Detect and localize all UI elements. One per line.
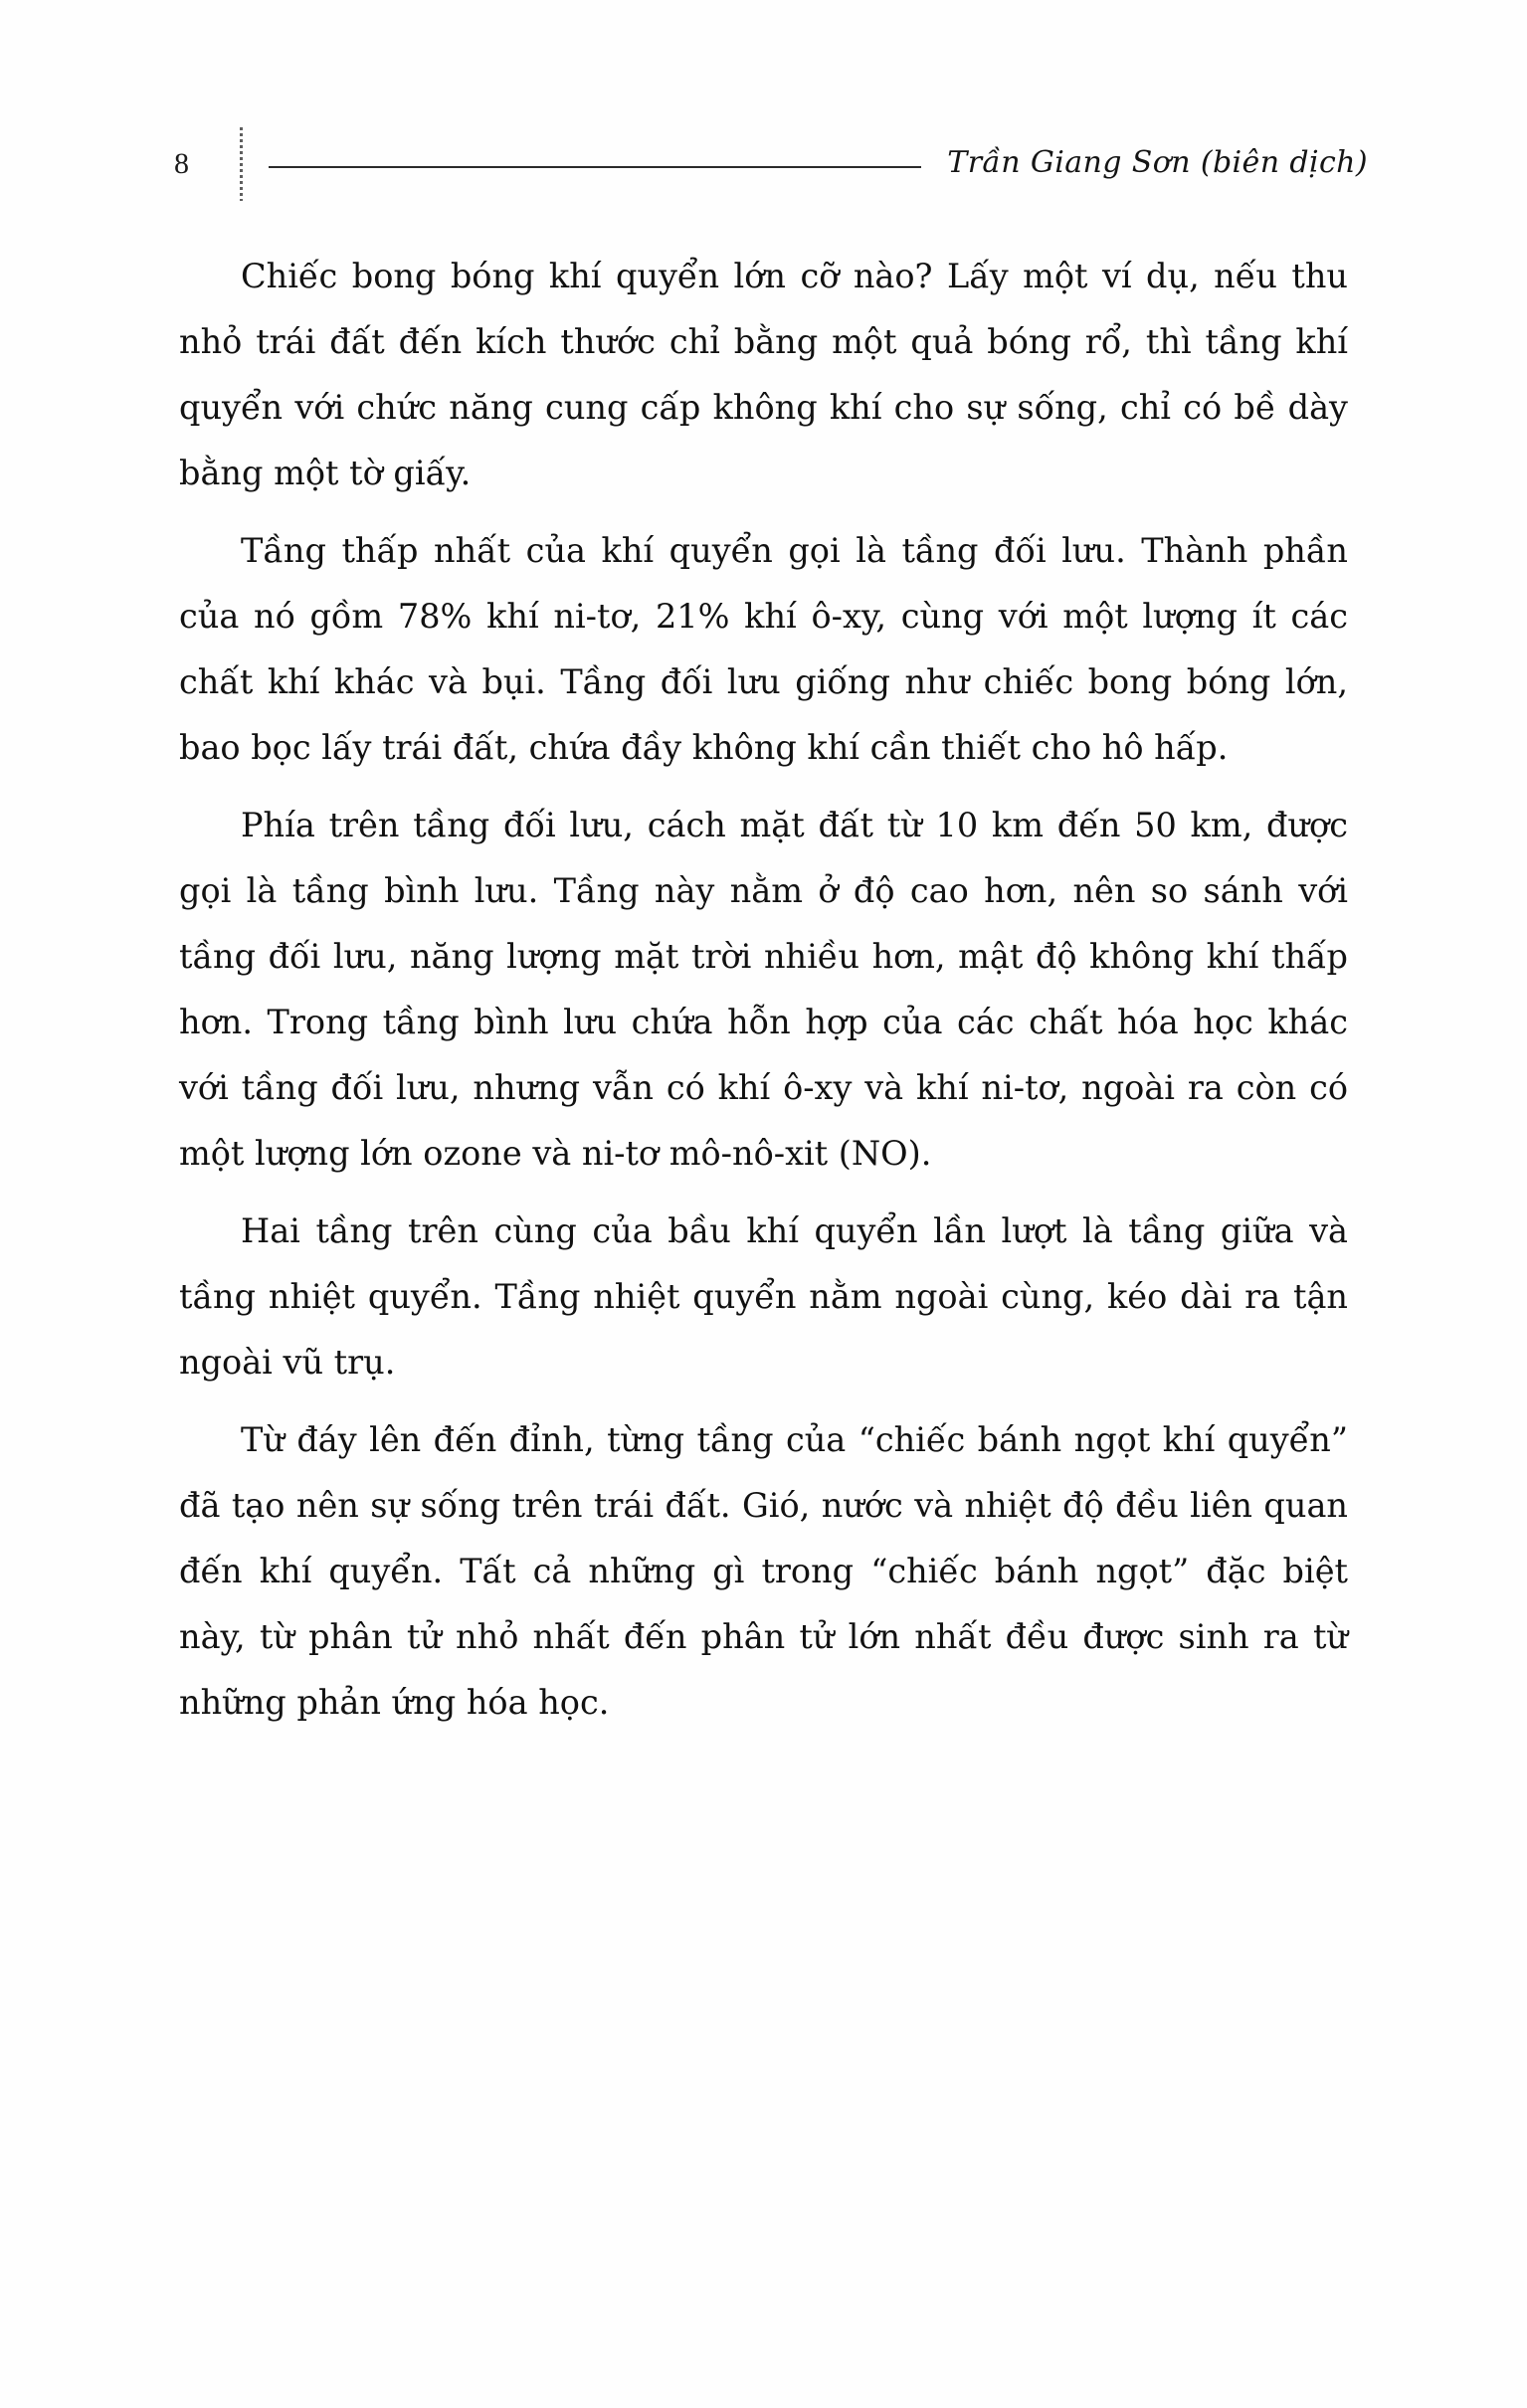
header-divider-ornament xyxy=(240,127,243,201)
page-header xyxy=(174,129,1368,199)
running-head-title: Trần Giang Sơn (biên dịch) xyxy=(947,144,1368,180)
page-number: 8 xyxy=(174,147,190,180)
paragraph: Phía trên tầng đối lưu, cách mặt đất từ 10 km đến 50 km, được gọi là tầng bình lưu. Tầng này nằm ở độ cao hơn, nên so sánh với tầng đối lưu, năng lượng mặt trời nhiều hơn, mật độ không khí thấp hơn. Trong tầng bình lưu chứa hỗn hợp của các chất hóa học khác với tầng đối lưu, nhưng vẫn có khí ô-xy và khí ni-tơ, ngoài ra còn có một lượng lớn ozone và ni-tơ mô-nô-xit (NO). xyxy=(179,806,1348,1173)
paragraph: Từ đáy lên đến đỉnh, từng tầng của “chiếc bánh ngọt khí quyển” đã tạo nên sự sống trên trái đất. Gió, nước và nhiệt độ đều liên quan đến khí quyển. Tất cả những gì trong “chiếc bánh ngọt” đặc biệt này, từ phân tử nhỏ nhất đến phân tử lớn nhất đều được sinh ra từ những phản ứng hóa học. xyxy=(179,1420,1348,1722)
paragraph: Hai tầng trên cùng của bầu khí quyển lần lượt là tầng giữa và tầng nhiệt quyển. Tầng nhiệt quyển nằm ngoài cùng, kéo dài ra tận ngoài vũ trụ. xyxy=(179,1211,1348,1382)
header-rule xyxy=(269,166,921,168)
body-text xyxy=(179,244,1348,1736)
paragraph: Chiếc bong bóng khí quyển lớn cỡ nào? Lấy một ví dụ, nếu thu nhỏ trái đất đến kích thước chỉ bằng một quả bóng rổ, thì tầng khí quyển với chức năng cung cấp không khí cho sự sống, chỉ có bề dày bằng một tờ giấy. xyxy=(179,257,1348,492)
paragraph: Tầng thấp nhất của khí quyển gọi là tầng đối lưu. Thành phần của nó gồm 78% khí ni-tơ, 21% khí ô-xy, cùng với một lượng ít các chất khí khác và bụi. Tầng đối lưu giống như chiếc bong bóng lớn, bao bọc lấy trái đất, chứa đầy không khí cần thiết cho hô hấp. xyxy=(179,531,1348,767)
